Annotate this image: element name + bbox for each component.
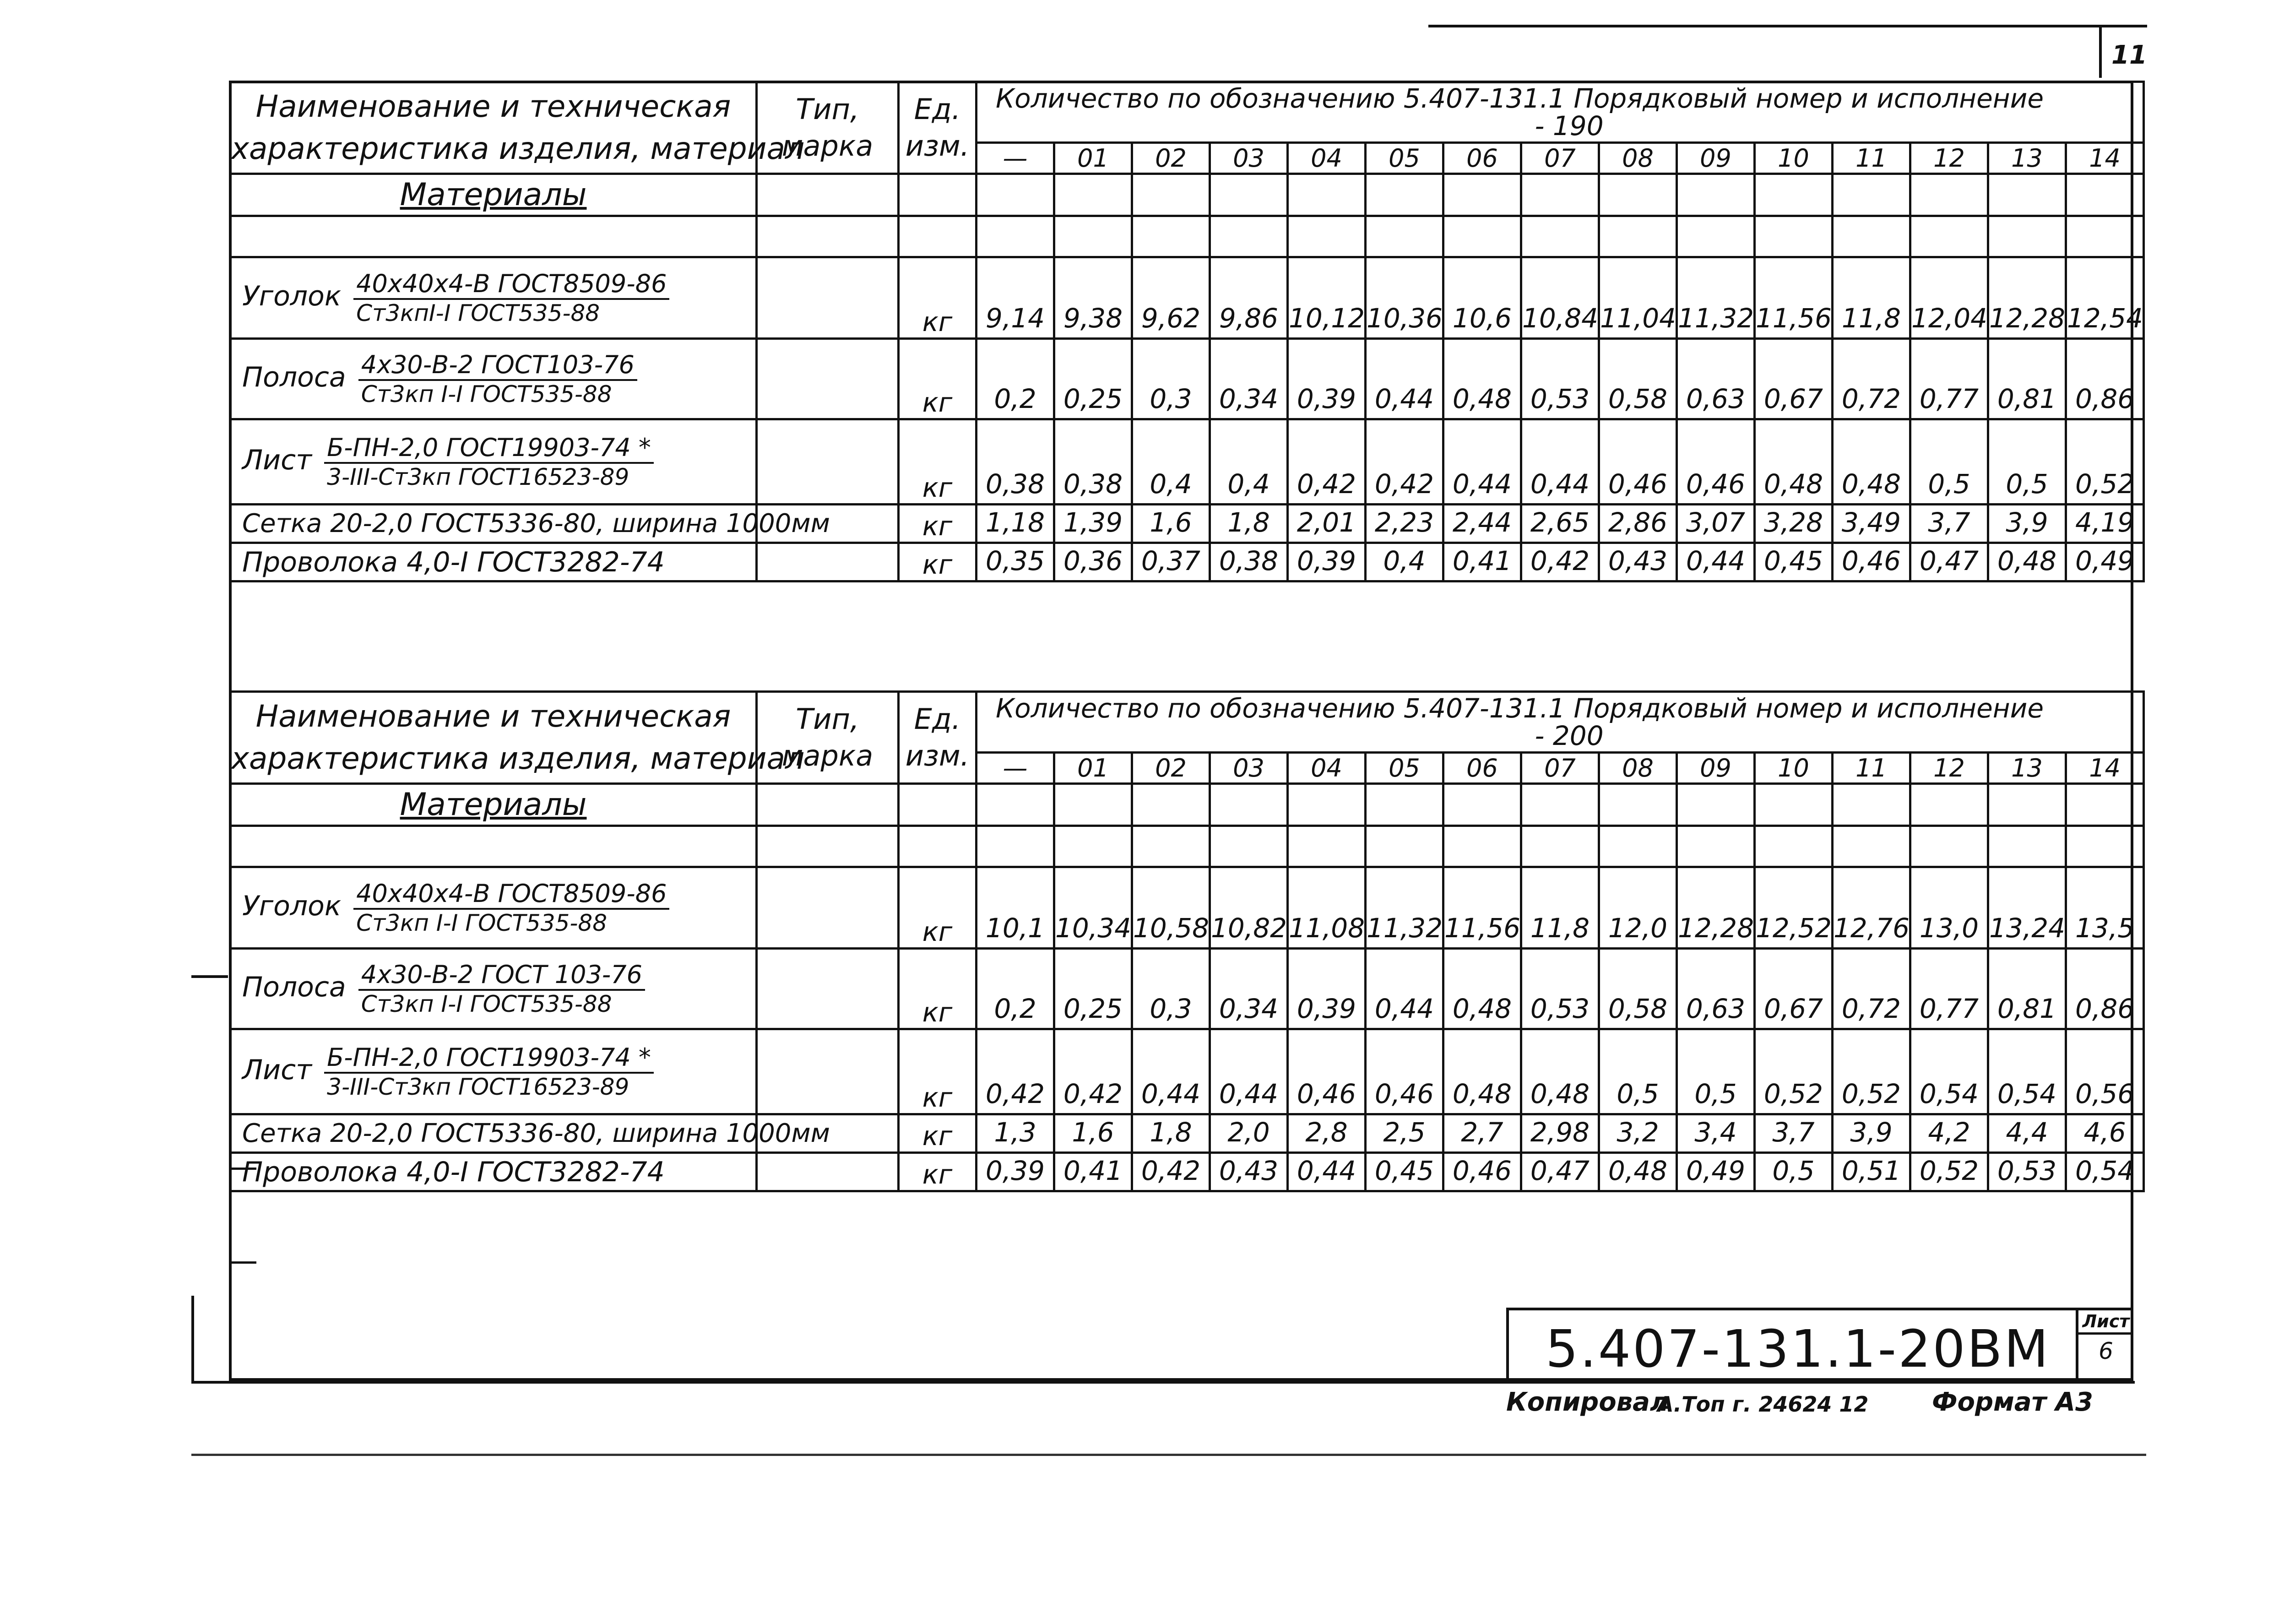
quantity-cell: 1,8 — [1210, 505, 1288, 543]
quantity-cell: 0,86 — [2066, 339, 2144, 419]
quantity-cell: 3,2 — [1599, 1114, 1677, 1153]
quantity-cell: 0,39 — [1288, 949, 1366, 1029]
quantity-cell: 0,46 — [1833, 543, 1910, 581]
table-row — [230, 867, 2144, 949]
spec-table-190 — [229, 81, 2145, 582]
quantity-cell: 0,5 — [1677, 1029, 1755, 1114]
quantity-cell: 0,46 — [1288, 1029, 1366, 1114]
quantity-cell: 0,52 — [1755, 1029, 1833, 1114]
quantity-cell: 4,19 — [2066, 505, 2144, 543]
table-row — [230, 949, 2144, 1029]
column-number: 04 — [1288, 753, 1366, 784]
quantity-cell: 0,43 — [1599, 543, 1677, 581]
quantity-cell: 10,12 — [1288, 257, 1366, 339]
quantity-cell: 0,58 — [1599, 949, 1677, 1029]
column-number: 03 — [1210, 143, 1288, 174]
quantity-cell: 0,44 — [1288, 1153, 1366, 1191]
quantity-cell: 0,2 — [977, 949, 1054, 1029]
quantity-cell: 0,42 — [1366, 419, 1443, 505]
column-number: 09 — [1677, 753, 1755, 784]
frame-tick-mark — [229, 1261, 256, 1264]
format-label: Формат А3 — [1932, 1387, 2093, 1417]
title-block — [1506, 1308, 2133, 1381]
left-frame-line — [191, 1296, 194, 1383]
quantity-header: Количество по обозначению 5.407-131.1 Порядковый номер и исполнение - 200 — [977, 692, 2144, 753]
unit-cell: кг — [899, 339, 977, 419]
quantity-cell: 0,25 — [1054, 339, 1132, 419]
column-number: 02 — [1132, 753, 1210, 784]
table-row — [230, 505, 2144, 543]
quantity-cell: 0,47 — [1521, 1153, 1599, 1191]
sheet-number: 6 — [2099, 1338, 2113, 1364]
column-number: 06 — [1443, 753, 1521, 784]
quantity-cell: 12,28 — [1988, 257, 2066, 339]
quantity-cell: 0,46 — [1443, 1153, 1521, 1191]
unit-cell: кг — [899, 419, 977, 505]
quantity-cell: 0,67 — [1755, 339, 1833, 419]
left-tick-mark — [191, 975, 228, 978]
quantity-cell: 0,38 — [1054, 419, 1132, 505]
quantity-cell: 0,44 — [1132, 1029, 1210, 1114]
item-name: Сетка 20-2,0 ГОСТ5336-80, ширина 1000мм — [230, 505, 757, 543]
column-number: 01 — [1054, 753, 1132, 784]
table-row — [230, 339, 2144, 419]
item-name: Полоса $\frac{\text{4х30-В-2 ГОСТ 103-76}}{\text{Ст3кп I-I ГОСТ535-88}}$ — [230, 949, 757, 1029]
quantity-cell: 12,04 — [1910, 257, 1988, 339]
unit-cell: кг — [899, 257, 977, 339]
quantity-cell: 1,8 — [1132, 1114, 1210, 1153]
quantity-cell: 0,44 — [1366, 949, 1443, 1029]
column-number: 13 — [1988, 143, 2066, 174]
quantity-cell: 11,32 — [1677, 257, 1755, 339]
unit-cell: кг — [899, 949, 977, 1029]
quantity-cell: 0,48 — [1443, 949, 1521, 1029]
quantity-cell: 0,49 — [2066, 543, 2144, 581]
quantity-cell: 0,53 — [1521, 339, 1599, 419]
quantity-header: Количество по обозначению 5.407-131.1 Порядковый номер и исполнение - 190 — [977, 82, 2144, 143]
top-right-frame-line — [2099, 27, 2102, 78]
quantity-cell: 10,1 — [977, 867, 1054, 949]
quantity-cell: 11,56 — [1755, 257, 1833, 339]
column-number: 01 — [1054, 143, 1132, 174]
quantity-cell: 0,44 — [1677, 543, 1755, 581]
column-number: 14 — [2066, 753, 2144, 784]
section-title: Материалы — [230, 174, 757, 216]
table-row — [230, 419, 2144, 505]
column-number: 11 — [1833, 753, 1910, 784]
quantity-cell: 2,5 — [1366, 1114, 1443, 1153]
item-name: Полоса $\frac{\text{4х30-В-2 ГОСТ103-76}}{\text{Ст3кп I-I ГОСТ535-88}}$ — [230, 339, 757, 419]
quantity-cell: 0,42 — [1132, 1153, 1210, 1191]
table-row — [230, 1029, 2144, 1114]
quantity-cell: 12,28 — [1677, 867, 1755, 949]
quantity-cell: 2,7 — [1443, 1114, 1521, 1153]
quantity-cell: 0,54 — [1988, 1029, 2066, 1114]
quantity-cell: 0,45 — [1366, 1153, 1443, 1191]
quantity-cell: 0,48 — [1521, 1029, 1599, 1114]
quantity-cell: 11,04 — [1599, 257, 1677, 339]
quantity-cell: 0,72 — [1833, 949, 1910, 1029]
column-number: 06 — [1443, 143, 1521, 174]
quantity-cell: 0,86 — [2066, 949, 2144, 1029]
quantity-cell: 0,44 — [1443, 419, 1521, 505]
name-column-header: Наименование и техническая характеристика изделия, материал — [230, 692, 757, 784]
quantity-cell: 0,39 — [977, 1153, 1054, 1191]
quantity-cell: 0,5 — [1910, 419, 1988, 505]
table-row — [230, 1114, 2144, 1153]
unit-cell: кг — [899, 505, 977, 543]
quantity-cell: 0,48 — [1833, 419, 1910, 505]
quantity-cell: 0,4 — [1210, 419, 1288, 505]
quantity-cell: 0,5 — [1755, 1153, 1833, 1191]
quantity-cell: 0,77 — [1910, 949, 1988, 1029]
quantity-cell: 13,0 — [1910, 867, 1988, 949]
quantity-cell: 0,54 — [2066, 1153, 2144, 1191]
sheet-label: Лист — [2078, 1310, 2133, 1335]
quantity-cell: 3,07 — [1677, 505, 1755, 543]
quantity-cell: 0,46 — [1677, 419, 1755, 505]
table-row — [230, 1153, 2144, 1191]
quantity-cell: 3,4 — [1677, 1114, 1755, 1153]
quantity-cell: 0,58 — [1599, 339, 1677, 419]
quantity-cell: 2,23 — [1366, 505, 1443, 543]
quantity-cell: 0,51 — [1833, 1153, 1910, 1191]
quantity-cell: 0,48 — [1988, 543, 2066, 581]
quantity-cell: 4,6 — [2066, 1114, 2144, 1153]
quantity-cell: 2,01 — [1288, 505, 1366, 543]
quantity-cell: 0,39 — [1288, 543, 1366, 581]
quantity-cell: 9,14 — [977, 257, 1054, 339]
section-title: Материалы — [230, 784, 757, 826]
quantity-cell: 0,49 — [1677, 1153, 1755, 1191]
quantity-cell: 3,9 — [1833, 1114, 1910, 1153]
quantity-cell: 1,6 — [1054, 1114, 1132, 1153]
copier-info: А.Топ г. 24624 12 — [1657, 1392, 1869, 1417]
quantity-cell: 1,39 — [1054, 505, 1132, 543]
column-number: 14 — [2066, 143, 2144, 174]
column-number: 08 — [1599, 143, 1677, 174]
quantity-cell: 2,8 — [1288, 1114, 1366, 1153]
column-number: 10 — [1755, 753, 1833, 784]
quantity-cell: 0,52 — [1910, 1153, 1988, 1191]
column-number: 09 — [1677, 143, 1755, 174]
quantity-cell: 0,56 — [2066, 1029, 2144, 1114]
quantity-cell: 0,77 — [1910, 339, 1988, 419]
quantity-cell: 0,81 — [1988, 339, 2066, 419]
quantity-cell: 0,5 — [1599, 1029, 1677, 1114]
quantity-cell: 1,3 — [977, 1114, 1054, 1153]
quantity-cell: 0,52 — [2066, 419, 2144, 505]
quantity-cell: 0,46 — [1366, 1029, 1443, 1114]
quantity-cell: 0,37 — [1132, 543, 1210, 581]
spec-table-200 — [229, 690, 2145, 1192]
quantity-cell: 2,98 — [1521, 1114, 1599, 1153]
quantity-cell: 3,7 — [1755, 1114, 1833, 1153]
quantity-cell: 3,28 — [1755, 505, 1833, 543]
quantity-cell: 13,5 — [2066, 867, 2144, 949]
quantity-cell: 0,41 — [1443, 543, 1521, 581]
quantity-cell: 0,46 — [1599, 419, 1677, 505]
quantity-cell: 0,47 — [1910, 543, 1988, 581]
quantity-cell: 0,63 — [1677, 339, 1755, 419]
quantity-cell: 4,4 — [1988, 1114, 2066, 1153]
quantity-cell: 0,42 — [1288, 419, 1366, 505]
quantity-cell: 0,48 — [1443, 339, 1521, 419]
quantity-cell: 0,35 — [977, 543, 1054, 581]
quantity-cell: 0,53 — [1521, 949, 1599, 1029]
bottom-frame-line — [191, 1381, 2135, 1384]
quantity-cell: 0,2 — [977, 339, 1054, 419]
quantity-cell: 0,48 — [1599, 1153, 1677, 1191]
quantity-cell: 0,42 — [977, 1029, 1054, 1114]
quantity-cell: 11,08 — [1288, 867, 1366, 949]
quantity-cell: 3,7 — [1910, 505, 1988, 543]
quantity-cell: 0,42 — [1521, 543, 1599, 581]
quantity-cell: 0,38 — [977, 419, 1054, 505]
quantity-cell: 10,82 — [1210, 867, 1288, 949]
quantity-cell: 12,52 — [1755, 867, 1833, 949]
quantity-cell: 0,39 — [1288, 339, 1366, 419]
quantity-cell: 0,54 — [1910, 1029, 1988, 1114]
unit-column-header: Ед. изм. — [899, 692, 977, 784]
quantity-cell: 0,43 — [1210, 1153, 1288, 1191]
quantity-cell: 12,76 — [1833, 867, 1910, 949]
quantity-cell: 2,65 — [1521, 505, 1599, 543]
unit-cell: кг — [899, 543, 977, 581]
quantity-cell: 12,54 — [2066, 257, 2144, 339]
quantity-cell: 4,2 — [1910, 1114, 1988, 1153]
quantity-cell: 11,8 — [1521, 867, 1599, 949]
column-number: 10 — [1755, 143, 1833, 174]
column-number: 02 — [1132, 143, 1210, 174]
quantity-cell: 0,3 — [1132, 949, 1210, 1029]
quantity-cell: 0,48 — [1755, 419, 1833, 505]
item-name: Проволока 4,0-I ГОСТ3282-74 — [230, 1153, 757, 1191]
quantity-cell: 0,48 — [1443, 1029, 1521, 1114]
column-number: 11 — [1833, 143, 1910, 174]
item-name: Лист $\frac{\text{Б-ПН-2,0 ГОСТ19903-74 *}}{\text{3-III-Ст3кп ГОСТ16523-89}}$ — [230, 419, 757, 505]
quantity-cell: 1,6 — [1132, 505, 1210, 543]
document-code: 5.407-131.1-20ВМ — [1546, 1320, 2051, 1379]
quantity-cell: 10,6 — [1443, 257, 1521, 339]
quantity-cell: 0,38 — [1210, 543, 1288, 581]
column-number: 12 — [1910, 143, 1988, 174]
quantity-cell: 3,49 — [1833, 505, 1910, 543]
sheet-box — [2076, 1310, 2133, 1384]
quantity-cell: 0,52 — [1833, 1029, 1910, 1114]
column-number: — — [977, 143, 1054, 174]
quantity-cell: 0,41 — [1054, 1153, 1132, 1191]
quantity-cell: 0,3 — [1132, 339, 1210, 419]
quantity-cell: 0,53 — [1988, 1153, 2066, 1191]
unit-column-header: Ед. изм. — [899, 82, 977, 174]
column-number: 05 — [1366, 753, 1443, 784]
quantity-cell: 0,72 — [1833, 339, 1910, 419]
quantity-cell: 13,24 — [1988, 867, 2066, 949]
quantity-cell: 2,86 — [1599, 505, 1677, 543]
column-number: 07 — [1521, 143, 1599, 174]
quantity-cell: 0,4 — [1132, 419, 1210, 505]
column-number: 05 — [1366, 143, 1443, 174]
quantity-cell: 11,56 — [1443, 867, 1521, 949]
unit-cell: кг — [899, 1153, 977, 1191]
quantity-cell: 10,58 — [1132, 867, 1210, 949]
quantity-cell: 0,4 — [1366, 543, 1443, 581]
quantity-cell: 3,9 — [1988, 505, 2066, 543]
quantity-cell: 0,5 — [1988, 419, 2066, 505]
quantity-cell: 11,8 — [1833, 257, 1910, 339]
top-frame-line — [1428, 25, 2147, 27]
type-column-header: Тип, марка — [757, 82, 899, 174]
column-number: 04 — [1288, 143, 1366, 174]
column-number: 07 — [1521, 753, 1599, 784]
type-column-header: Тип, марка — [757, 692, 899, 784]
column-number: 12 — [1910, 753, 1988, 784]
column-number: 03 — [1210, 753, 1288, 784]
item-name: Проволока 4,0-I ГОСТ3282-74 — [230, 543, 757, 581]
unit-cell: кг — [899, 1029, 977, 1114]
quantity-cell: 0,34 — [1210, 339, 1288, 419]
quantity-cell: 1,18 — [977, 505, 1054, 543]
table-row — [230, 257, 2144, 339]
quantity-cell: 0,25 — [1054, 949, 1132, 1029]
quantity-cell: 0,42 — [1054, 1029, 1132, 1114]
quantity-cell: 11,32 — [1366, 867, 1443, 949]
quantity-cell: 0,45 — [1755, 543, 1833, 581]
quantity-cell: 9,38 — [1054, 257, 1132, 339]
quantity-cell: 10,34 — [1054, 867, 1132, 949]
quantity-cell: 0,44 — [1366, 339, 1443, 419]
column-number: 13 — [1988, 753, 2066, 784]
quantity-cell: 0,44 — [1521, 419, 1599, 505]
quantity-cell: 0,44 — [1210, 1029, 1288, 1114]
unit-cell: кг — [899, 867, 977, 949]
quantity-cell: 9,86 — [1210, 257, 1288, 339]
quantity-cell: 9,62 — [1132, 257, 1210, 339]
item-name: Лист $\frac{\text{Б-ПН-2,0 ГОСТ19903-74 *}}{\text{3-III-Ст3кп ГОСТ16523-89}}$ — [230, 1029, 757, 1114]
item-name: Уголок $\frac{\text{40х40х4-В ГОСТ8509-86}}{\text{Ст3кп I-I ГОСТ535-88}}$ — [230, 867, 757, 949]
quantity-cell: 2,0 — [1210, 1114, 1288, 1153]
quantity-cell: 12,0 — [1599, 867, 1677, 949]
quantity-cell: 0,67 — [1755, 949, 1833, 1029]
quantity-cell: 2,44 — [1443, 505, 1521, 543]
quantity-cell: 10,36 — [1366, 257, 1443, 339]
name-column-header: Наименование и техническая характеристика изделия, материал — [230, 82, 757, 174]
item-name: Уголок $\frac{\text{40х40х4-В ГОСТ8509-86}}{\text{Ст3кпI-I ГОСТ535-88}}$ — [230, 257, 757, 339]
copied-label: Копировал — [1506, 1387, 1669, 1417]
unit-cell: кг — [899, 1114, 977, 1153]
quantity-cell: 0,81 — [1988, 949, 2066, 1029]
quantity-cell: 10,84 — [1521, 257, 1599, 339]
item-name: Сетка 20-2,0 ГОСТ5336-80, ширина 1000мм — [230, 1114, 757, 1153]
page-number: 11 — [2111, 40, 2147, 70]
quantity-cell: 0,63 — [1677, 949, 1755, 1029]
quantity-cell: 0,36 — [1054, 543, 1132, 581]
column-number: 08 — [1599, 753, 1677, 784]
column-number: — — [977, 753, 1054, 784]
table-row — [230, 543, 2144, 581]
quantity-cell: 0,34 — [1210, 949, 1288, 1029]
sheet-edge-line — [191, 1454, 2146, 1456]
